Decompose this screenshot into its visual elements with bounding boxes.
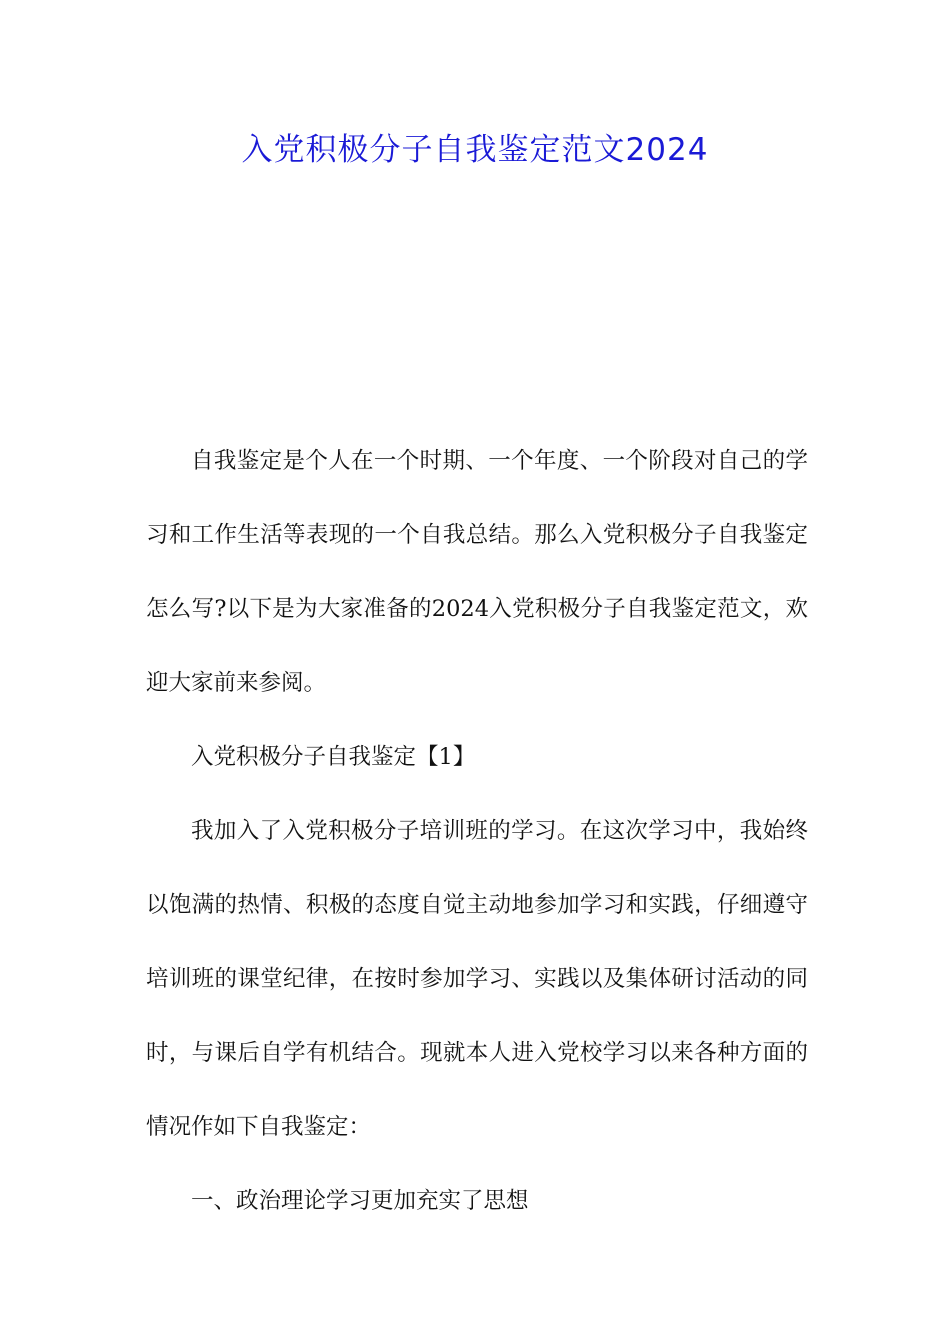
section-heading-1: 入党积极分子自我鉴定【1】 [191, 744, 476, 770]
intro-paragraph: 自我鉴定是个人在一个时期、一个年度、一个阶段对自己的学习和工作生活等表现的一个自我总结。那么入党积极分子自我鉴定怎么写?以下是为大家准备的2024入党积极分子自我鉴定范文，欢迎大家前来参阅。 [146, 448, 808, 696]
document-body [146, 424, 808, 1238]
subsection-heading: 一、政治理论学习更加充实了思想 [191, 1188, 529, 1214]
document-title: 入党积极分子自我鉴定范文2024 [241, 132, 709, 168]
body-paragraph: 我加入了入党积极分子培训班的学习。在这次学习中，我始终以饱满的热情、积极的态度自觉主动地参加学习和实践，仔细遵守培训班的课堂纪律，在按时参加学习、实践以及集体研讨活动的同时，与课后自学有机结合。现就本人进入党校学习以来各种方面的情况作如下自我鉴定： [146, 818, 808, 1140]
